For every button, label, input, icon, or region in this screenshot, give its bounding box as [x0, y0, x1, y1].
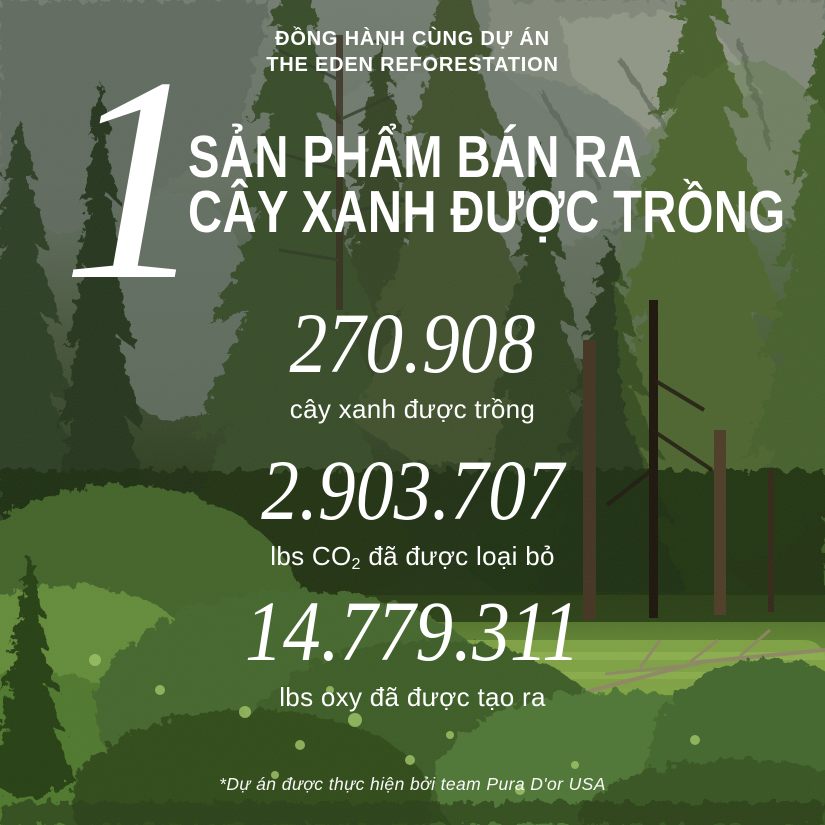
stat-trees-value: 270.908 — [289, 295, 536, 391]
co2-subscript: 2 — [351, 555, 361, 574]
hero-headline-line1: SẢN PHẨM BÁN RA — [188, 124, 643, 190]
stat-co2-removed — [0, 442, 825, 579]
stat-trees-planted — [0, 295, 825, 424]
stat-co2-label-prefix: lbs CO — [270, 541, 352, 571]
stat-trees-label: cây xanh được trồng — [289, 394, 536, 424]
stat-oxygen-label: lbs oxy đã được tạo ra — [279, 682, 546, 712]
stat-co2-label — [0, 541, 825, 579]
hero-headline — [188, 124, 786, 245]
footnote: *Dự án được thực hiện bởi team Pura D'or USA — [219, 774, 606, 794]
stat-co2-label-suffix: đã được loại bỏ — [360, 541, 555, 571]
stat-oxygen-created — [0, 583, 825, 712]
stat-co2-value: 2.903.707 — [261, 442, 564, 538]
hero-headline-line2: CÂY XANH ĐƯỢC TRỒNG — [188, 179, 786, 245]
stat-oxygen-value: 14.779.311 — [245, 583, 580, 679]
campaign-header-line1: ĐỒNG HÀNH CÙNG DỰ ÁN — [275, 28, 550, 50]
hero-number: 1 — [61, 18, 208, 341]
campaign-header-line2: THE EDEN REFORESTATION — [266, 54, 559, 76]
